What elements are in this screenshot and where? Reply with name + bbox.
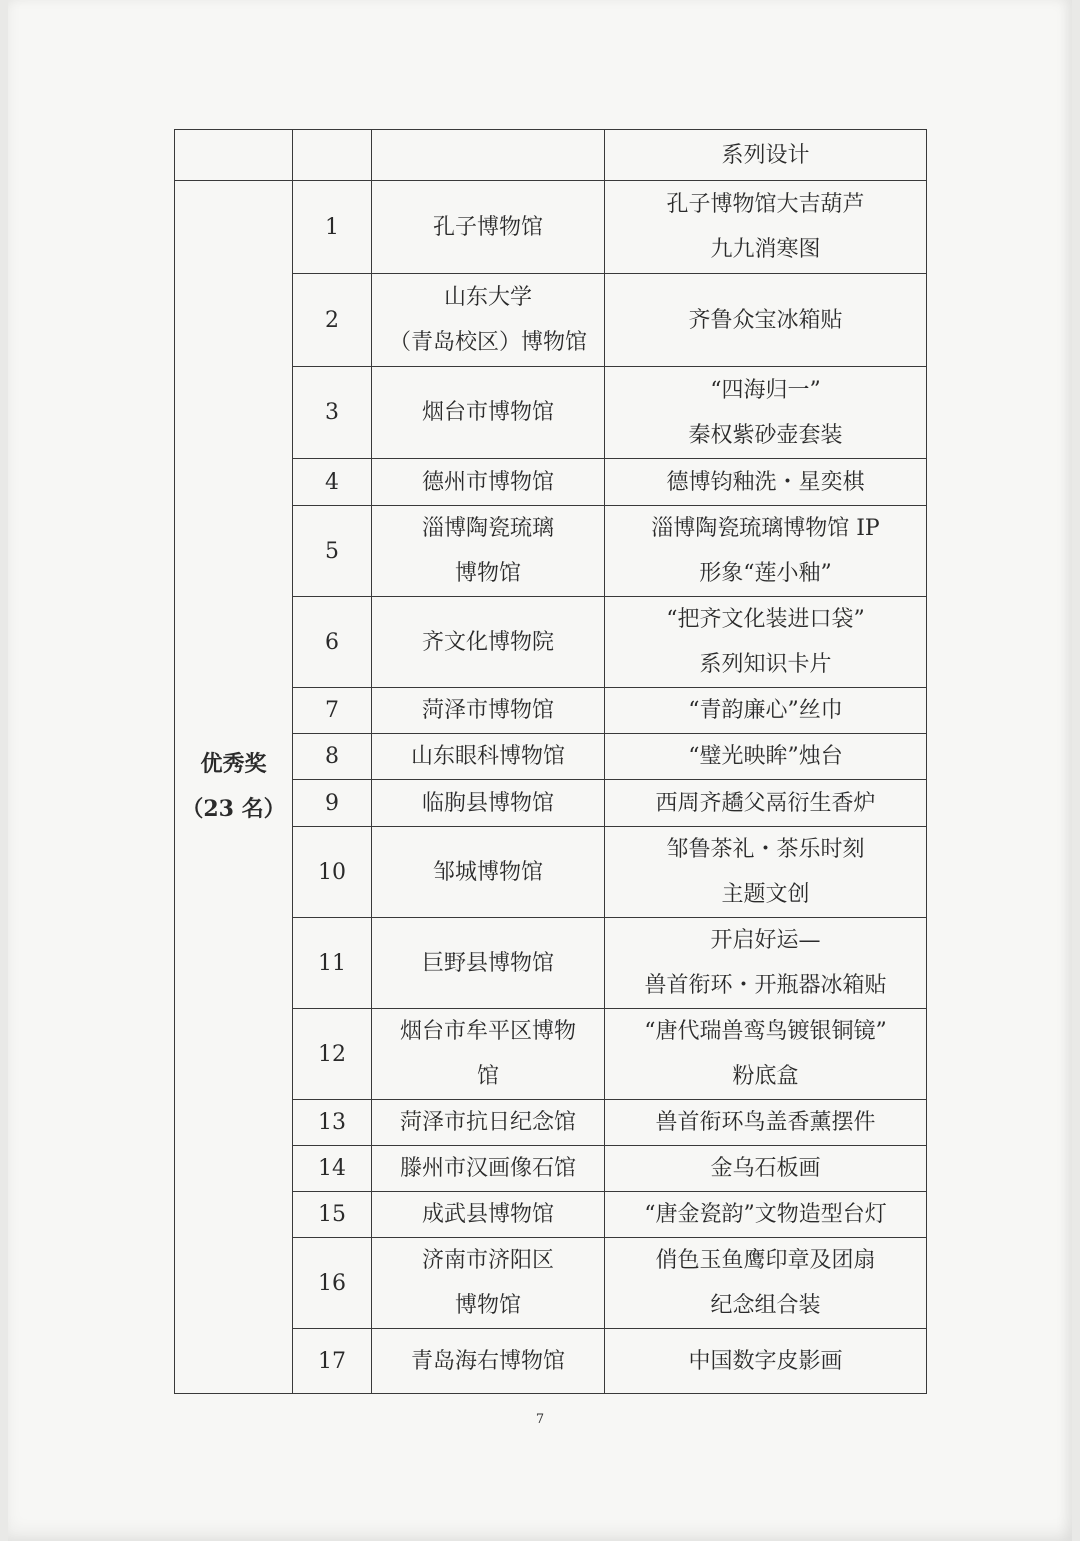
museum-cell: 临朐县博物馆	[372, 780, 605, 827]
row-number-cell: 7	[293, 688, 372, 734]
row-number-cell: 2	[293, 274, 372, 367]
header-cell-series-design: 系列设计	[605, 130, 927, 181]
museum-cell: 成武县博物馆	[372, 1192, 605, 1238]
row-number-cell: 1	[293, 181, 372, 274]
row-number-cell: 11	[293, 918, 372, 1009]
table-row	[175, 181, 927, 274]
work-cell: “璧光映眸”烛台	[605, 734, 927, 780]
header-cell	[293, 130, 372, 181]
row-number-cell: 3	[293, 367, 372, 459]
row-number-cell: 16	[293, 1238, 372, 1329]
row-number-cell: 8	[293, 734, 372, 780]
museum-cell: 滕州市汉画像石馆	[372, 1146, 605, 1192]
work-cell: 金乌石板画	[605, 1146, 927, 1192]
museum-cell: 菏泽市抗日纪念馆	[372, 1100, 605, 1146]
work-cell: “青韵廉心”丝巾	[605, 688, 927, 734]
museum-cell: 巨野县博物馆	[372, 918, 605, 1009]
document-page	[8, 0, 1072, 1541]
work-cell: 德博钧釉洗・星奕棋	[605, 459, 927, 506]
row-number-cell: 12	[293, 1009, 372, 1100]
header-cell	[372, 130, 605, 181]
row-number-cell: 14	[293, 1146, 372, 1192]
museum-cell: 淄博陶瓷琉璃 博物馆	[372, 506, 605, 597]
category-cell: 优秀奖 （23 名）	[175, 181, 293, 1394]
work-cell: 兽首衔环鸟盖香薰摆件	[605, 1100, 927, 1146]
header-row	[175, 130, 927, 181]
work-cell: 齐鲁众宝冰箱贴	[605, 274, 927, 367]
row-number-cell: 15	[293, 1192, 372, 1238]
row-number-cell: 10	[293, 827, 372, 918]
museum-cell: 邹城博物馆	[372, 827, 605, 918]
row-number-cell: 4	[293, 459, 372, 506]
row-number-cell: 5	[293, 506, 372, 597]
work-cell: 西周齐趫父鬲衍生香炉	[605, 780, 927, 827]
work-cell: 开启好运— 兽首衔环・开瓶器冰箱贴	[605, 918, 927, 1009]
work-cell: 中国数字皮影画	[605, 1329, 927, 1394]
museum-cell: 菏泽市博物馆	[372, 688, 605, 734]
museum-cell: 孔子博物馆	[372, 181, 605, 274]
work-cell: “唐代瑞兽鸾鸟镀银铜镜” 粉底盒	[605, 1009, 927, 1100]
museum-cell: 德州市博物馆	[372, 459, 605, 506]
work-cell: 邹鲁茶礼・茶乐时刻 主题文创	[605, 827, 927, 918]
work-cell: 俏色玉鱼鹰印章及团扇 纪念组合装	[605, 1238, 927, 1329]
page-number: 7	[535, 1412, 545, 1427]
work-cell: “四海归一” 秦权紫砂壶套装	[605, 367, 927, 459]
museum-cell: 青岛海右博物馆	[372, 1329, 605, 1394]
work-cell: 孔子博物馆大吉葫芦 九九消寒图	[605, 181, 927, 274]
museum-cell: 山东眼科博物馆	[372, 734, 605, 780]
header-cell	[175, 130, 293, 181]
work-cell: “把齐文化装进口袋” 系列知识卡片	[605, 597, 927, 688]
work-cell: 淄博陶瓷琉璃博物馆 IP 形象“莲小釉”	[605, 506, 927, 597]
museum-cell: 烟台市牟平区博物 馆	[372, 1009, 605, 1100]
award-table	[174, 129, 927, 1394]
museum-cell: 齐文化博物院	[372, 597, 605, 688]
row-number-cell: 6	[293, 597, 372, 688]
work-cell: “唐金瓷韵”文物造型台灯	[605, 1192, 927, 1238]
museum-cell: 山东大学 （青岛校区）博物馆	[372, 274, 605, 367]
row-number-cell: 17	[293, 1329, 372, 1394]
museum-cell: 济南市济阳区 博物馆	[372, 1238, 605, 1329]
row-number-cell: 13	[293, 1100, 372, 1146]
museum-cell: 烟台市博物馆	[372, 367, 605, 459]
row-number-cell: 9	[293, 780, 372, 827]
